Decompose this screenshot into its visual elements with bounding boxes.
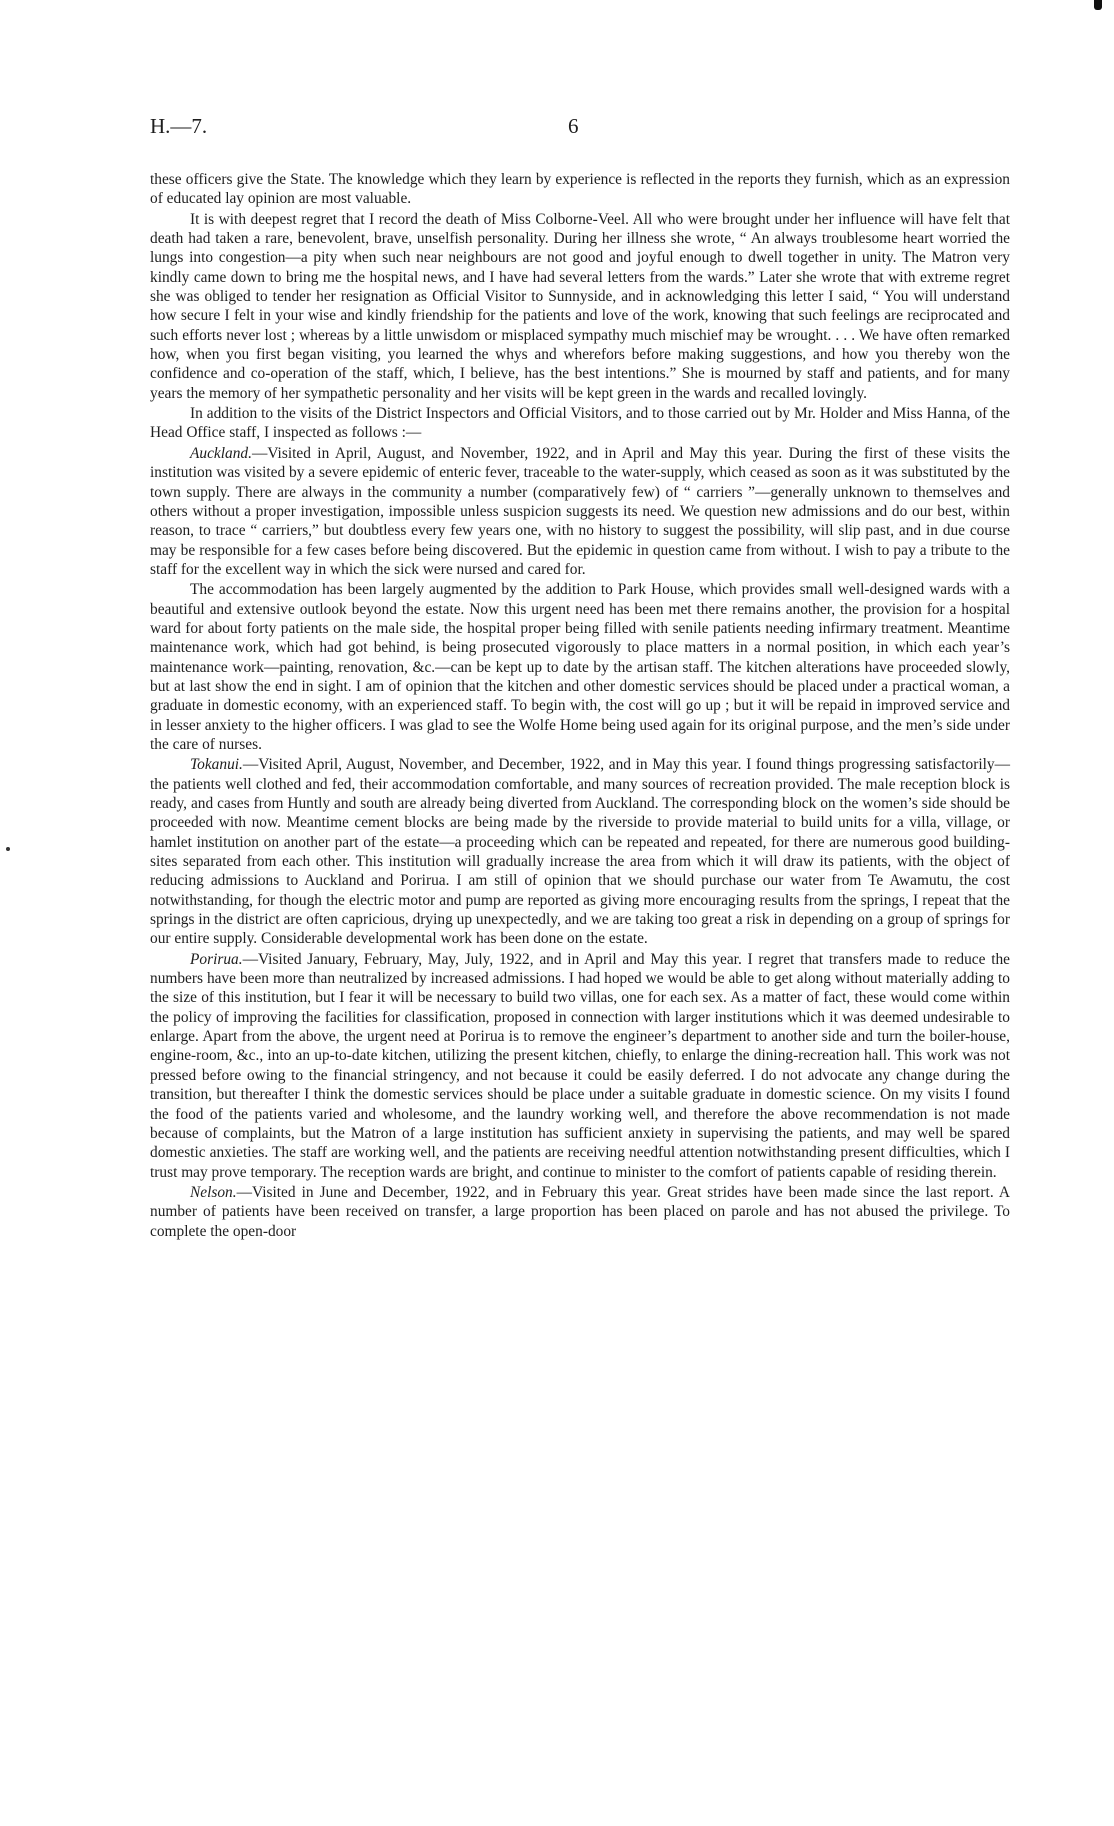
page-number: 6 <box>568 114 579 138</box>
page-header <box>150 114 970 144</box>
paragraph-auckland: Auckland.—Visited in April, August, and November, 1922, and in April and May this year. During the first of these visits the institution was visited by a severe epidemic of enteric fever, traceable to the water-supply, which ceased as soon as it was substituted by the town supply. There are always in the community a number (comparatively few) of “ carriers ”—generally unknown to themselves and others without a proper investigation, impossible unless suspicion suggests its need. We question new admissions and do our best, within reason, to trace “ carriers,” but doubtless every few years one, with no history to suggest the possibility, will slip past, and in due course may be responsible for a few cases before being discovered. But the epidemic in question came from without. I wish to pay a tribute to the staff for the excellent way in which the sick were nursed and cared for. <box>150 444 1010 578</box>
document-reference: H.—7. <box>150 114 208 138</box>
place-name: Nelson. <box>190 1183 237 1201</box>
paragraph-tokanui: Tokanui.—Visited April, August, November, and December, 1922, and in May this year. I found things progressing satisfactorily—the patients well clothed and fed, their accommodation comfortable, and many sources of recreation provided. The male reception block is ready, and cases from Huntly and south are already being diverted from Auckland. The corresponding block on the women’s side should be proceeded with now. Meantime cement blocks are being made by the riverside to provide material to build units for a villa, village, or hamlet institution on another part of the estate—a proceeding which can be repeated and repeated, for there are numerous good building-sites separated from each other. This institution will gradually increase the area from which it will draw its patients, with the object of reducing admissions to Auckland and Porirua. I am still of opinion that we should purchase our water from Te Awamutu, the cost notwithstanding, for though the electric motor and pump are reported as giving more encouraging results from the springs, I repeat that the springs in the district are often capricious, drying up unexpectedly, and we are taking too great a risk in depending on a group of springs for our entire supply. Considerable developmental work has been done on the estate. <box>150 756 1010 948</box>
scan-speck <box>6 847 10 851</box>
paragraph-nelson: Nelson.—Visited in June and December, 1922, and in February this year. Great strides have been made since the last report. A number of patients have been received on transfer, a large proportion has been placed on parole and has not abused the privilege. To complete the open-door <box>150 1183 1010 1240</box>
body-text <box>150 170 1010 1241</box>
paragraph-porirua: Porirua.—Visited January, February, May, July, 1922, and in April and May this year. I regret that transfers made to reduce the numbers have been more than neutralized by increased admissions. I had hoped we would be able to get along without materially adding to the size of this institution, but I fear it will be necessary to build two villas, one for each sex. As a matter of fact, these would come within the policy of improving the facilities for classification, proposed in connection with larger institutions which it was deemed undesirable to enlarge. Apart from the above, the urgent need at Porirua is to remove the engineer’s department to another side and turn the boiler-house, engine-room, &c., into an up-to-date kitchen, utilizing the present kitchen, chiefly, to enlarge the dining-recreation hall. This work was not pressed before owing to the financial stringency, and not because it could be easily deferred. I do not advocate any change during the transition, but thereafter I think the domestic services should be place under a suitable graduate in domestic science. On my visits I found the food of the patients varied and wholesome, and the laundry working well, and therefore the above recommendation is not made because of complaints, but the Matron of a large institution has sufficient anxiety in supervising the patients, and may well be spared domestic anxieties. The staff are working well, and the patients are receiving needful attention notwithstanding present difficulties, which I trust may prove temporary. The reception wards are bright, and continue to minister to the comfort of patients capable of residing therein. <box>150 950 1010 1181</box>
paragraph-obituary: It is with deepest regret that I record the death of Miss Colborne-Veel. All who were brought under her influence will have felt that death had taken a rare, benevolent, brave, unselfish personality. During her illness she wrote, “ An always troublesome heart worried the lungs into congestion—a pity when such near neighbours are not good and joyful enough to dwell together in unity. The Matron very kindly came down to bring me the hospital news, and I have had several letters from the wards.” Later she wrote that with extreme regret she was obliged to tender her resignation as Official Visitor to Sunnyside, and in acknowledging this letter I said, “ You will understand how secure I felt in your wise and kindly friendship for the patients and love of the work, knowing that such feelings are reciprocated and such efforts never lost ; whereas by a little unwisdom or misplaced sympathy much mischief may be wrought. . . . We have often remarked how, when you first began visiting, you learned the whys and wherefors before making suggestions, and how you thereby won the confidence and co-operation of the staff, which, I believe, has the best intentions.” She is mourned by staff and patients, and for many years the memory of her sympathetic personality and her visits will be kept green in the wards and recalled lovingly. <box>150 210 1010 402</box>
place-name: Porirua. <box>190 950 243 968</box>
paragraph-continuation: these officers give the State. The knowledge which they learn by experience is reflected in the reports they furnish, which as an expression of educated lay opinion are most valuable. <box>150 171 1010 208</box>
paragraph-inspections-intro: In addition to the visits of the District Inspectors and Official Visitors, and to those carried out by Mr. Holder and Miss Hanna, of the Head Office staff, I inspected as follows :— <box>150 405 1010 442</box>
paragraph-auckland-accommodation: The accommodation has been largely augmented by the addition to Park House, which provides small well-designed wards with a beautiful and extensive outlook beyond the estate. Now this urgent need has been met there remains another, the provision for a hospital ward for about forty patients on the male side, the hospital proper being filled with senile patients needing infirmary treatment. Meantime maintenance work, which had got behind, is being prosecuted vigorously to place matters in a normal position, in which each year’s maintenance work—painting, renovation, &c.—can be kept up to date by the artisan staff. The kitchen alterations have proceeded slowly, but at last show the end in sight. I am of opinion that the kitchen and other domestic services should be placed under a practical woman, a graduate in domestic economy, with an experienced staff. To begin with, the cost will go up ; but it will be repaid in improved service and in lesser anxiety to the higher officers. I was glad to see the Wolfe Home being used again for its original purpose, and the men’s side under the care of nurses. <box>150 581 1010 753</box>
place-name: Tokanui. <box>190 756 243 774</box>
place-name: Auckland. <box>190 444 252 462</box>
scan-mark <box>1094 0 1102 10</box>
